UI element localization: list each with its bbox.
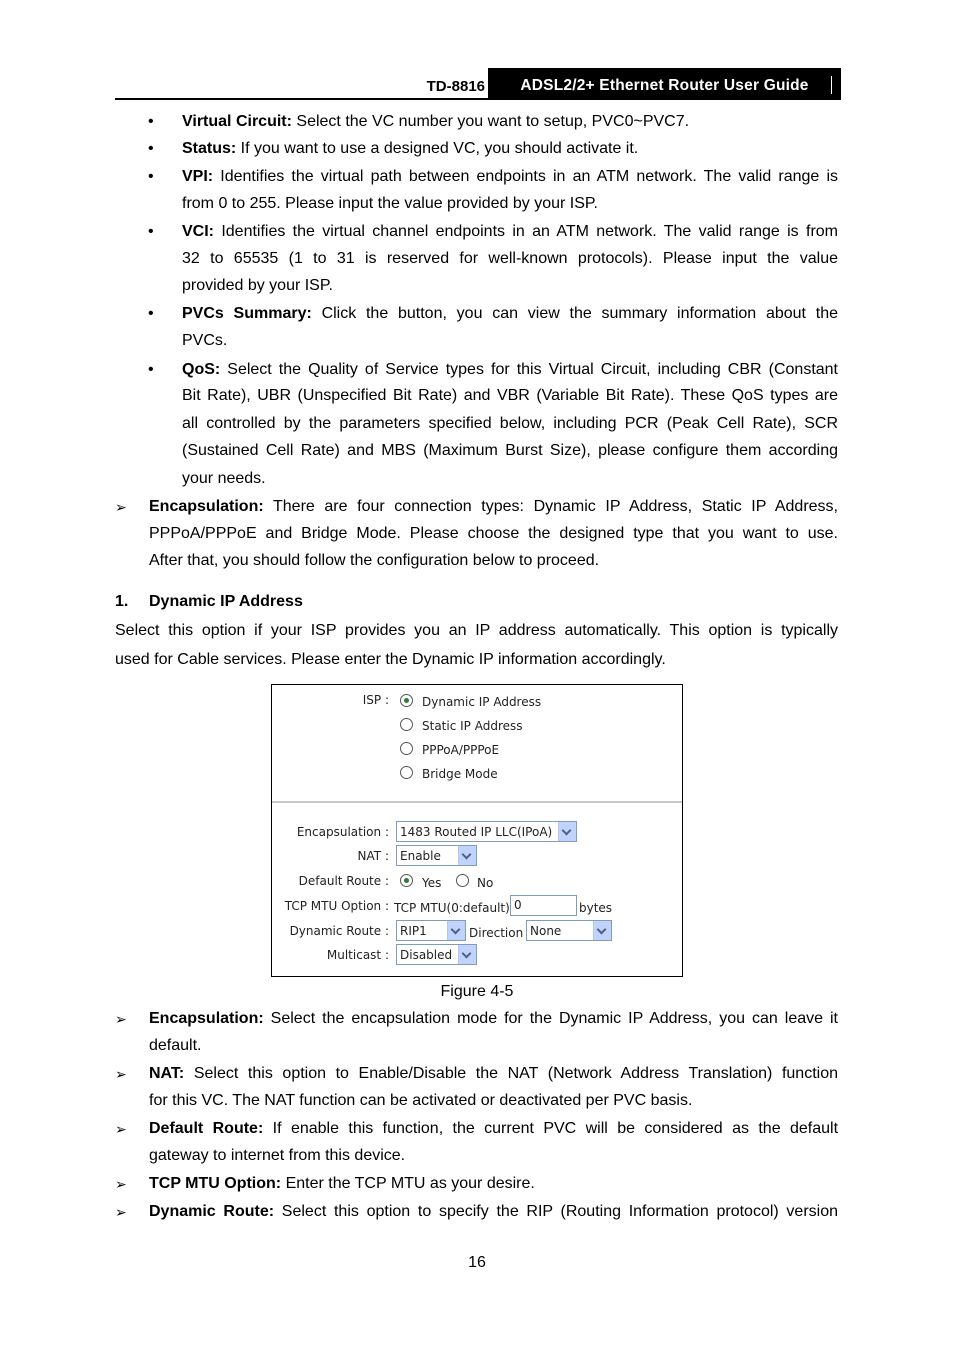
bullet-dot: • <box>148 223 154 240</box>
bullet-status: Status: If you want to use a designed VC, you should activate it. <box>182 140 639 157</box>
default-route-yes-radio[interactable] <box>400 874 413 887</box>
bullet-qos-line1: QoS: Select the Quality of Service types for this Virtual Circuit, including CBR (Constant <box>182 361 838 378</box>
nat-label: NAT : <box>357 849 389 863</box>
multicast-label: Multicast : <box>326 948 389 962</box>
dynamic-route-selected-value: RIP1 <box>400 924 427 938</box>
bullet-qos-line4: (Sustained Cell Rate) and MBS (Maximum Burst Size), please configure them according <box>182 442 838 459</box>
bullet-dot: • <box>148 140 154 157</box>
isp-radio-dynamic-ip[interactable] <box>400 694 413 707</box>
item-default-route-line2: gateway to internet from this device. <box>149 1147 406 1164</box>
arrow-bullet-icon: ➢ <box>115 1176 127 1192</box>
bullet-dot: • <box>148 113 154 130</box>
page-header <box>115 68 841 100</box>
isp-radio-bridge-mode[interactable] <box>400 766 413 779</box>
dynamic-ip-config-figure <box>271 684 683 977</box>
bullet-virtual-circuit: Virtual Circuit: Select the VC number you want to setup, PVC0~PVC7. <box>182 113 690 130</box>
direction-select[interactable] <box>526 920 612 941</box>
encapsulation-intro-line1: Encapsulation: There are four connection types: Dynamic IP Address, Static IP Address, <box>149 498 838 515</box>
isp-option-bridge-mode: Bridge Mode <box>422 767 498 781</box>
isp-option-dynamic-ip: Dynamic IP Address <box>422 695 542 709</box>
bullet-qos-line5: your needs. <box>182 470 266 487</box>
default-route-no-label: No <box>477 876 494 890</box>
arrow-bullet-icon: ➢ <box>115 1066 127 1082</box>
chevron-down-icon[interactable] <box>458 846 476 865</box>
bullet-pvcs-line1: PVCs Summary: Click the button, you can view the summary information about the <box>182 305 838 322</box>
tcp-mtu-unit: bytes <box>579 901 613 915</box>
direction-label: Direction <box>469 926 524 940</box>
item-nat-line2: for this VC. The NAT function can be activated or deactivated per PVC basis. <box>149 1092 693 1109</box>
isp-radio-pppoa-pppoe[interactable] <box>400 742 413 755</box>
isp-option-static-ip: Static IP Address <box>422 719 523 733</box>
figure-divider <box>272 801 682 803</box>
direction-selected-value: None <box>530 924 562 938</box>
bullet-qos-line2: Bit Rate), UBR (Unspecified Bit Rate) and VBR (Variable Bit Rate). These QoS types are <box>182 387 838 404</box>
encapsulation-label: Encapsulation : <box>296 825 389 839</box>
isp-radio-static-ip[interactable] <box>400 718 413 731</box>
arrow-bullet-icon: ➢ <box>115 1121 127 1137</box>
guide-title-bar <box>488 68 841 98</box>
bullet-dot: • <box>148 168 154 185</box>
default-route-yes-label: Yes <box>422 876 442 890</box>
section-number: 1. <box>115 593 129 610</box>
encapsulation-selected-value: 1483 Routed IP LLC(IPoA) <box>400 825 553 839</box>
item-dynamic-route-line1: Dynamic Route: Select this option to specify the RIP (Routing Information protocol) version <box>149 1203 839 1220</box>
item-encapsulation-line2: default. <box>149 1037 202 1054</box>
multicast-select[interactable] <box>396 944 477 965</box>
isp-label: ISP : <box>362 693 389 707</box>
bullet-vpi-line2: from 0 to 255. Please input the value provided by your ISP. <box>182 195 598 212</box>
chevron-down-icon[interactable] <box>458 945 476 964</box>
default-route-no-radio[interactable] <box>456 874 469 887</box>
chevron-down-icon[interactable] <box>558 822 576 841</box>
title-bar-divider <box>831 76 832 94</box>
encapsulation-intro-line2: PPPoA/PPPoE and Bridge Mode. Please choose the designed type that you want to use. <box>149 525 838 542</box>
tcp-mtu-input[interactable]: 0 <box>510 895 577 916</box>
bullet-qos-line3: all controlled by the parameters specified below, including PCR (Peak Cell Rate), SCR <box>182 415 838 432</box>
bullet-vci-line1: VCI: Identifies the virtual channel endpoints in an ATM network. The valid range is from <box>182 223 838 240</box>
bullet-dot: • <box>148 361 154 378</box>
section-title: Dynamic IP Address <box>149 593 303 610</box>
page-number: 16 <box>468 1254 486 1271</box>
bullet-vpi-line1: VPI: Identifies the virtual path between endpoints in an ATM network. The valid range is <box>182 168 838 185</box>
item-encapsulation-line1: Encapsulation: Select the encapsulation mode for the Dynamic IP Address, you can leave it <box>149 1010 838 1027</box>
dynamic-route-select[interactable] <box>396 920 466 941</box>
bullet-dot: • <box>148 305 154 322</box>
nat-select[interactable] <box>396 845 477 866</box>
default-route-label: Default Route : <box>298 874 389 888</box>
nat-selected-value: Enable <box>400 849 441 863</box>
tcp-mtu-label: TCP MTU Option : <box>284 899 389 913</box>
figure-caption: Figure 4-5 <box>440 983 514 1000</box>
bullet-pvcs-line2: PVCs. <box>182 332 228 349</box>
tcp-mtu-text: TCP MTU(0:default) <box>394 901 510 915</box>
model-name: TD-8816 <box>426 78 485 95</box>
encapsulation-select[interactable] <box>396 821 577 842</box>
chevron-down-icon[interactable] <box>593 921 611 940</box>
bullet-vci-line2: 32 to 65535 (1 to 31 is reserved for well-known protocols). Please input the value <box>182 250 838 267</box>
arrow-bullet-icon: ➢ <box>115 1011 127 1027</box>
isp-option-pppoa-pppoe: PPPoA/PPPoE <box>422 743 500 757</box>
item-default-route-line1: Default Route: If enable this function, the current PVC will be considered as the default <box>149 1120 839 1137</box>
item-nat-line1: NAT: Select this option to Enable/Disable the NAT (Network Address Translation) function <box>149 1065 838 1082</box>
section-paragraph-line2: used for Cable services. Please enter the Dynamic IP information accordingly. <box>115 651 666 668</box>
arrow-bullet-icon: ➢ <box>115 1204 127 1220</box>
chevron-down-icon[interactable] <box>447 921 465 940</box>
arrow-bullet-icon: ➢ <box>115 499 127 515</box>
item-tcp-mtu-line1: TCP MTU Option: Enter the TCP MTU as your desire. <box>149 1175 535 1192</box>
multicast-selected-value: Disabled <box>400 948 453 962</box>
section-paragraph-line1: Select this option if your ISP provides you an IP address automatically. This option is typically <box>115 622 838 639</box>
bullet-vci-line3: provided by your ISP. <box>182 277 333 294</box>
guide-title: ADSL2/2+ Ethernet Router User Guide <box>520 77 809 94</box>
encapsulation-intro-line3: After that, you should follow the configuration below to proceed. <box>149 552 600 569</box>
dynamic-route-label: Dynamic Route : <box>289 924 389 938</box>
